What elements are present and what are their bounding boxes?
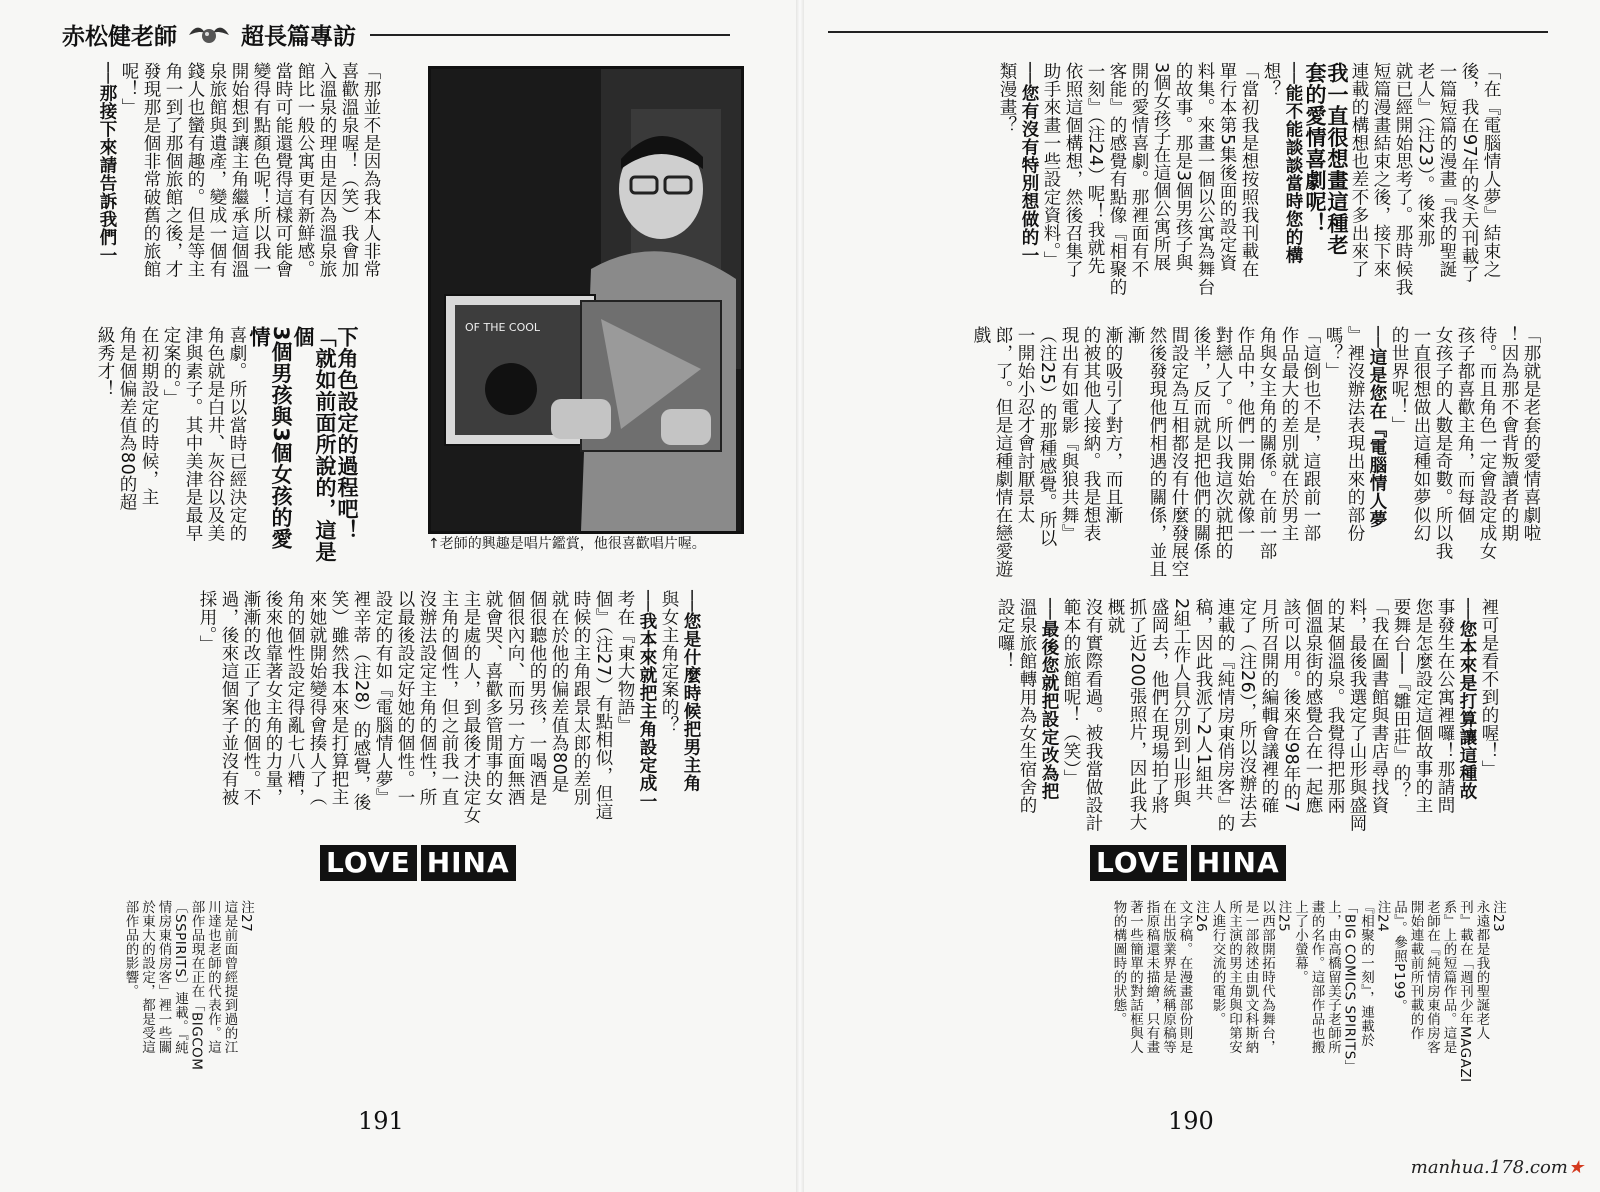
text-column: 就已經開始思考了。那時候我 xyxy=(1393,62,1413,296)
text-column: ──那接下來請告訴我們一 xyxy=(97,62,117,265)
text-column: 沒有實際看過。被我當做設計 xyxy=(1083,598,1103,832)
text-column: 考在『東大物語』 xyxy=(615,590,635,734)
text-column: 當時可能還覺得這樣可能會 xyxy=(273,62,293,278)
text-column: 我一直很想畫這種老 xyxy=(1325,62,1349,256)
text-column: 的世界呢！」 xyxy=(1389,326,1409,434)
text-column: 待。而且角色一定會設定成女 xyxy=(1477,326,1497,560)
text-column: 類漫畫？ xyxy=(997,62,1017,134)
text-column: 漸的吸引了對方，而且漸 xyxy=(1103,326,1123,524)
text-column: 以最後設定好她的個性。一 xyxy=(395,590,415,806)
text-column: 人進行交流的電影。 xyxy=(1209,900,1226,1026)
text-column: 角一到了那個旅館之後，才 xyxy=(163,62,183,278)
text-column: 上，由高橋留美子老師所 xyxy=(1325,900,1341,1054)
text-column: 〔SSPIRITS〕連載。『純 xyxy=(172,900,188,1055)
text-column: 後，我在97年的冬天刊載了 xyxy=(1459,62,1479,284)
text-column: 要舞台──『雛田莊』的？ xyxy=(1391,598,1411,801)
left-top-text xyxy=(96,62,382,342)
text-column: 月所召開的編輯會議裡的確 xyxy=(1259,598,1279,814)
text-column: 注23 xyxy=(1490,900,1506,933)
text-column: 注25 xyxy=(1275,900,1292,933)
text-column: 時候的主角跟景太郎的差別 xyxy=(571,590,591,806)
text-column: 嗎？」 xyxy=(1323,326,1343,380)
text-column: 單行本第5集後面的設定資 xyxy=(1217,62,1237,272)
text-column: 角色就是白井、灰谷以及美 xyxy=(205,326,225,542)
text-column: 的某個溫泉。我覺得把那兩 xyxy=(1325,598,1345,814)
text-column: 發現那是個非常破舊的旅館 xyxy=(141,62,161,278)
text-column: 品』。參照P199。 xyxy=(1391,900,1407,1014)
text-column: 郎，了。但是這種劇情在戀愛遊戲 xyxy=(971,326,1013,578)
text-column: 「就如前面所說的，這是個 xyxy=(291,326,337,563)
text-column: 文字稿。在漫畫部份則是 xyxy=(1176,900,1193,1054)
text-column: 注27 xyxy=(238,900,254,933)
text-column: 系』上的短篇作品。這是 xyxy=(1440,900,1457,1054)
text-column: 定了（注26），所以沒辦法去 xyxy=(1237,598,1257,829)
text-column: 『相聚的一刻』，連載於 xyxy=(1358,900,1374,1048)
text-column: 下角色設定的過程吧！ xyxy=(335,326,359,541)
text-column: 就會哭、喜歡多管閒事的女 xyxy=(483,590,503,806)
text-column: 指原稿還未描繪，只有畫 xyxy=(1143,900,1160,1054)
text-column: 著一些簡單的對話框與人 xyxy=(1127,900,1143,1054)
text-column: 漸漸的改正了他的個性。不 xyxy=(241,590,261,806)
text-column: 作品中，他們一開始就像一 xyxy=(1235,326,1255,542)
text-column: 設定囉！ xyxy=(995,598,1015,670)
text-column: 盛岡去，他們在現場拍了將 xyxy=(1149,598,1169,814)
text-column: 「當初我是想按照我刊載在 xyxy=(1239,62,1259,278)
text-column: 設定的有如『電腦情人夢』 xyxy=(373,590,393,806)
text-column: ──您本來是打算讓這種故 xyxy=(1457,598,1477,801)
text-column: 館比一般公寓更有新鮮感。 xyxy=(295,62,315,278)
text-column: 喜歡溫泉喔！（笑）我會加 xyxy=(339,62,359,278)
text-column: 上了小螢幕。 xyxy=(1292,900,1308,984)
photo-caption: ↑老師的興趣是唱片鑑賞，他很喜歡唱片喔。 xyxy=(428,536,706,552)
text-column: 開的愛情喜劇。那裡面有不 xyxy=(1129,62,1149,278)
text-column: 以西部開拓時代為舞台， xyxy=(1259,900,1275,1054)
text-column: 一篇短篇的漫畫『我的聖誕 xyxy=(1437,62,1457,278)
text-column: 事發生在公寓裡囉！那請問 xyxy=(1435,598,1455,814)
text-column: 這是前面曾經提到過的江 xyxy=(221,900,238,1054)
text-column: 裡可是看不到的喔！」 xyxy=(1479,598,1499,778)
header-left-title: 赤松健老師 xyxy=(62,24,177,50)
text-column: 短篇漫畫結束之後，接下來 xyxy=(1371,62,1391,278)
text-column: ──我本來就把主角設定成一 xyxy=(637,590,657,811)
text-column: 過，後來這個案子並沒有被 xyxy=(219,590,239,806)
text-column: 孩子都喜歡主角，而每個 xyxy=(1455,326,1475,524)
text-column: 部作品的影響。 xyxy=(122,900,139,998)
left-notes xyxy=(122,900,254,1100)
site-watermark: manhua.178.com★ xyxy=(1410,1157,1584,1178)
text-column: 料，最後我選定了山形與盛岡 xyxy=(1347,598,1367,832)
right-bottom-text xyxy=(994,598,1500,838)
left-mid-text xyxy=(94,326,358,566)
text-column: 喜劇。所以當時已經決定的 xyxy=(227,326,247,542)
text-column: 裡辛蒂（注28）的感覺，後 xyxy=(351,590,371,812)
text-column: 採用。」 xyxy=(197,590,217,654)
text-column: 「那就是老套的愛情喜劇啦 xyxy=(1521,326,1541,542)
text-column: 錢人也蠻有趣的。但是等主 xyxy=(185,62,205,278)
text-column: 一開始小忍才會討厭景太 xyxy=(1015,326,1035,524)
text-column: 的故事。那是3個男孩子與 xyxy=(1173,62,1193,272)
text-column: 個很內向、而另一方面無酒 xyxy=(505,590,525,806)
text-column: 女孩子的人數是奇數。所以我 xyxy=(1433,326,1453,560)
text-column: ──這是您在『電腦情人夢 xyxy=(1367,326,1387,529)
author-photo xyxy=(428,66,744,534)
text-column: 開始連載前所刊載的作 xyxy=(1407,900,1424,1040)
text-column: 在出版業界是統稱原稿等 xyxy=(1160,900,1176,1054)
text-column: 所主演的男主角與印第安 xyxy=(1226,900,1242,1054)
text-column: 想？ xyxy=(1261,62,1281,98)
photo-image xyxy=(431,69,741,531)
text-column: 入溫泉的理由是因為溫泉旅 xyxy=(317,62,337,278)
page-header xyxy=(62,18,730,51)
text-column: 老人』（注23）。後來那 xyxy=(1415,62,1435,248)
text-column: 泉旅館與遺產，變成一個有 xyxy=(207,62,227,278)
text-column: 角與女主角的關係。在前一部 xyxy=(1257,326,1277,560)
text-column: 津與素子。其中美津是最早 xyxy=(183,326,203,542)
text-column: 主是處的人，到最後才決定女 xyxy=(461,590,481,824)
text-column: 是一部敘述由凱文科斯納 xyxy=(1242,900,1259,1054)
text-column: 呢！」 xyxy=(119,62,139,116)
text-column: 範本的旅館呢！（笑）」 xyxy=(1061,598,1081,788)
text-column: 沒辦法設定主角的個性，所 xyxy=(417,590,437,806)
text-column: 變得有點顏色呢！所以我一 xyxy=(251,62,271,278)
text-column: 「BIG COMICS SPIRITS」 xyxy=(1341,900,1358,1074)
left-bottom-text xyxy=(196,590,702,840)
text-column: 2組工作人員分別到山形與 xyxy=(1171,598,1191,808)
text-column: 3個女孩子在這個公寓所展 xyxy=(1151,62,1171,272)
text-column: 「這倒也不是，這跟前一部 xyxy=(1301,326,1321,542)
text-column: 的被其他人接納。我是想表 xyxy=(1081,326,1101,542)
text-column: 間設定為互相都沒有什麼發展空 xyxy=(1169,326,1189,578)
page-number-right: 190 xyxy=(1168,1107,1214,1135)
svg-text:OF THE COOL: OF THE COOL xyxy=(465,321,541,334)
text-column: 3個男孩與3個女孩的愛情 xyxy=(247,326,293,550)
right-page xyxy=(800,0,1600,1192)
text-column: 一直很想做出這種如夢似幻 xyxy=(1411,326,1431,542)
text-column: 「我在圖書館與書店尋找資 xyxy=(1369,598,1389,814)
text-column: 角是個偏差值為80的超 xyxy=(117,326,137,512)
text-column: 部作品現在正在「BIGCOM xyxy=(188,900,205,1071)
text-column: ！因為那不會背叛讀者的期 xyxy=(1499,326,1519,542)
text-column: 對戀人了。所以我這次就把的 xyxy=(1213,326,1233,560)
text-column: 定案的。」 xyxy=(161,326,181,408)
text-column: 在初期設定的時候，主 xyxy=(139,326,159,506)
text-column: 「那並不是因為我本人非常 xyxy=(361,62,381,278)
text-column: 刊』載在「週刊少年MAGAZI xyxy=(1457,900,1473,1083)
right-notes xyxy=(1110,900,1506,1100)
text-column: 個很聽他的男孩，一喝酒是 xyxy=(527,590,547,806)
text-column: 老師在『純情房東俏房客 xyxy=(1424,900,1440,1054)
text-column: 「在『電腦情人夢』結束之 xyxy=(1481,62,1501,278)
header-rule xyxy=(370,34,730,36)
text-column: 級秀才！ xyxy=(95,326,115,398)
text-column: 永遠都是我的聖誕老人 xyxy=(1473,900,1490,1040)
text-column: 開始想到讓主角繼承這個溫 xyxy=(229,62,249,278)
text-column: ──最後您就把設定改為把 xyxy=(1039,598,1059,801)
page-number-left: 191 xyxy=(358,1107,404,1135)
text-column: 助手來畫一些設定資料。」 xyxy=(1041,62,1061,270)
love-hina-logo: LOVE HINA xyxy=(320,845,516,881)
text-column: 稿，因此我派了2人1組共 xyxy=(1193,598,1213,802)
text-column: 注26 xyxy=(1193,900,1209,933)
text-column: ──您有沒有特別想做的一 xyxy=(1019,62,1039,265)
love-hina-logo-right: LOVE HINA xyxy=(1090,845,1286,881)
text-column: 連載的『純情房東俏房客』的 xyxy=(1215,598,1235,832)
text-column: 就在於他的偏差值為80是 xyxy=(549,590,569,794)
text-column: 作品最大的差別就在於男主 xyxy=(1279,326,1299,542)
text-column: 個』（注27）有點相似，但這 xyxy=(593,590,613,821)
text-column: 畫的名作。這部作品也搬 xyxy=(1308,900,1325,1054)
text-column: 個溫泉街的感覺合在一起應 xyxy=(1303,598,1323,814)
text-column: 角的個性設定得亂七八糟， xyxy=(285,590,305,806)
text-column: 與女主角定案的？ xyxy=(659,590,679,734)
text-column: 客能』的感覺有點像『相聚的 xyxy=(1107,62,1127,296)
text-column: 抓了近200張照片，因此我大概就 xyxy=(1105,598,1147,831)
text-column: ──您是什麼時候把男主角 xyxy=(681,590,701,793)
text-column: （注25）的那種感覺。所以 xyxy=(1037,326,1057,548)
header-rule-right xyxy=(828,31,1548,33)
text-column: 川達也老師的代表作。這 xyxy=(205,900,221,1054)
text-column: 後來他靠著女主角的力量， xyxy=(263,590,283,806)
star-icon: ★ xyxy=(1567,1157,1584,1178)
text-column: 該可以用。後來在98年的7 xyxy=(1281,598,1301,813)
text-column: 一刻』（注24）呢！我就先 xyxy=(1085,62,1105,275)
right-top-text xyxy=(996,62,1502,324)
text-column: 連載的構想也差不多出來了 xyxy=(1349,62,1369,278)
text-column: 』裡沒辦法表現出來的部份 xyxy=(1345,326,1365,542)
text-column: 於東大的設定，都是受這 xyxy=(139,900,155,1054)
text-column: 情房東俏房客」裡一些關 xyxy=(155,900,172,1054)
text-column: 料集。來畫一個以公寓為舞台 xyxy=(1195,62,1215,296)
text-column: 套的愛情喜劇呢！ xyxy=(1303,62,1327,234)
right-mid-text xyxy=(970,326,1542,588)
text-column: ──能不能談談當時您的構 xyxy=(1283,62,1303,265)
text-column: 注24 xyxy=(1374,900,1391,933)
text-column: 現出有如電影『與狼共舞』 xyxy=(1059,326,1079,542)
text-column: 依照這個構想，然後召集了 xyxy=(1063,62,1083,278)
text-column: 物的構圖時的狀態。 xyxy=(1110,900,1127,1026)
snitch-icon xyxy=(187,22,231,48)
text-column: 溫泉旅館轉用為女生宿舍的 xyxy=(1017,598,1037,814)
header-right-title: 超長篇專訪 xyxy=(241,24,356,50)
text-column: 後半，反而就是把他們的關係 xyxy=(1191,326,1211,560)
text-column: 然後發現他們相遇的關係，並且漸 xyxy=(1125,326,1167,578)
text-column: 您是怎麼設定這個故事的主 xyxy=(1413,598,1433,814)
text-column: 主角的個性，但之前我一直 xyxy=(439,590,459,806)
text-column: 來她就開始變得會揍人了（ xyxy=(307,590,327,806)
text-column: 笑）雖然我本來是打算把主 xyxy=(329,590,349,806)
